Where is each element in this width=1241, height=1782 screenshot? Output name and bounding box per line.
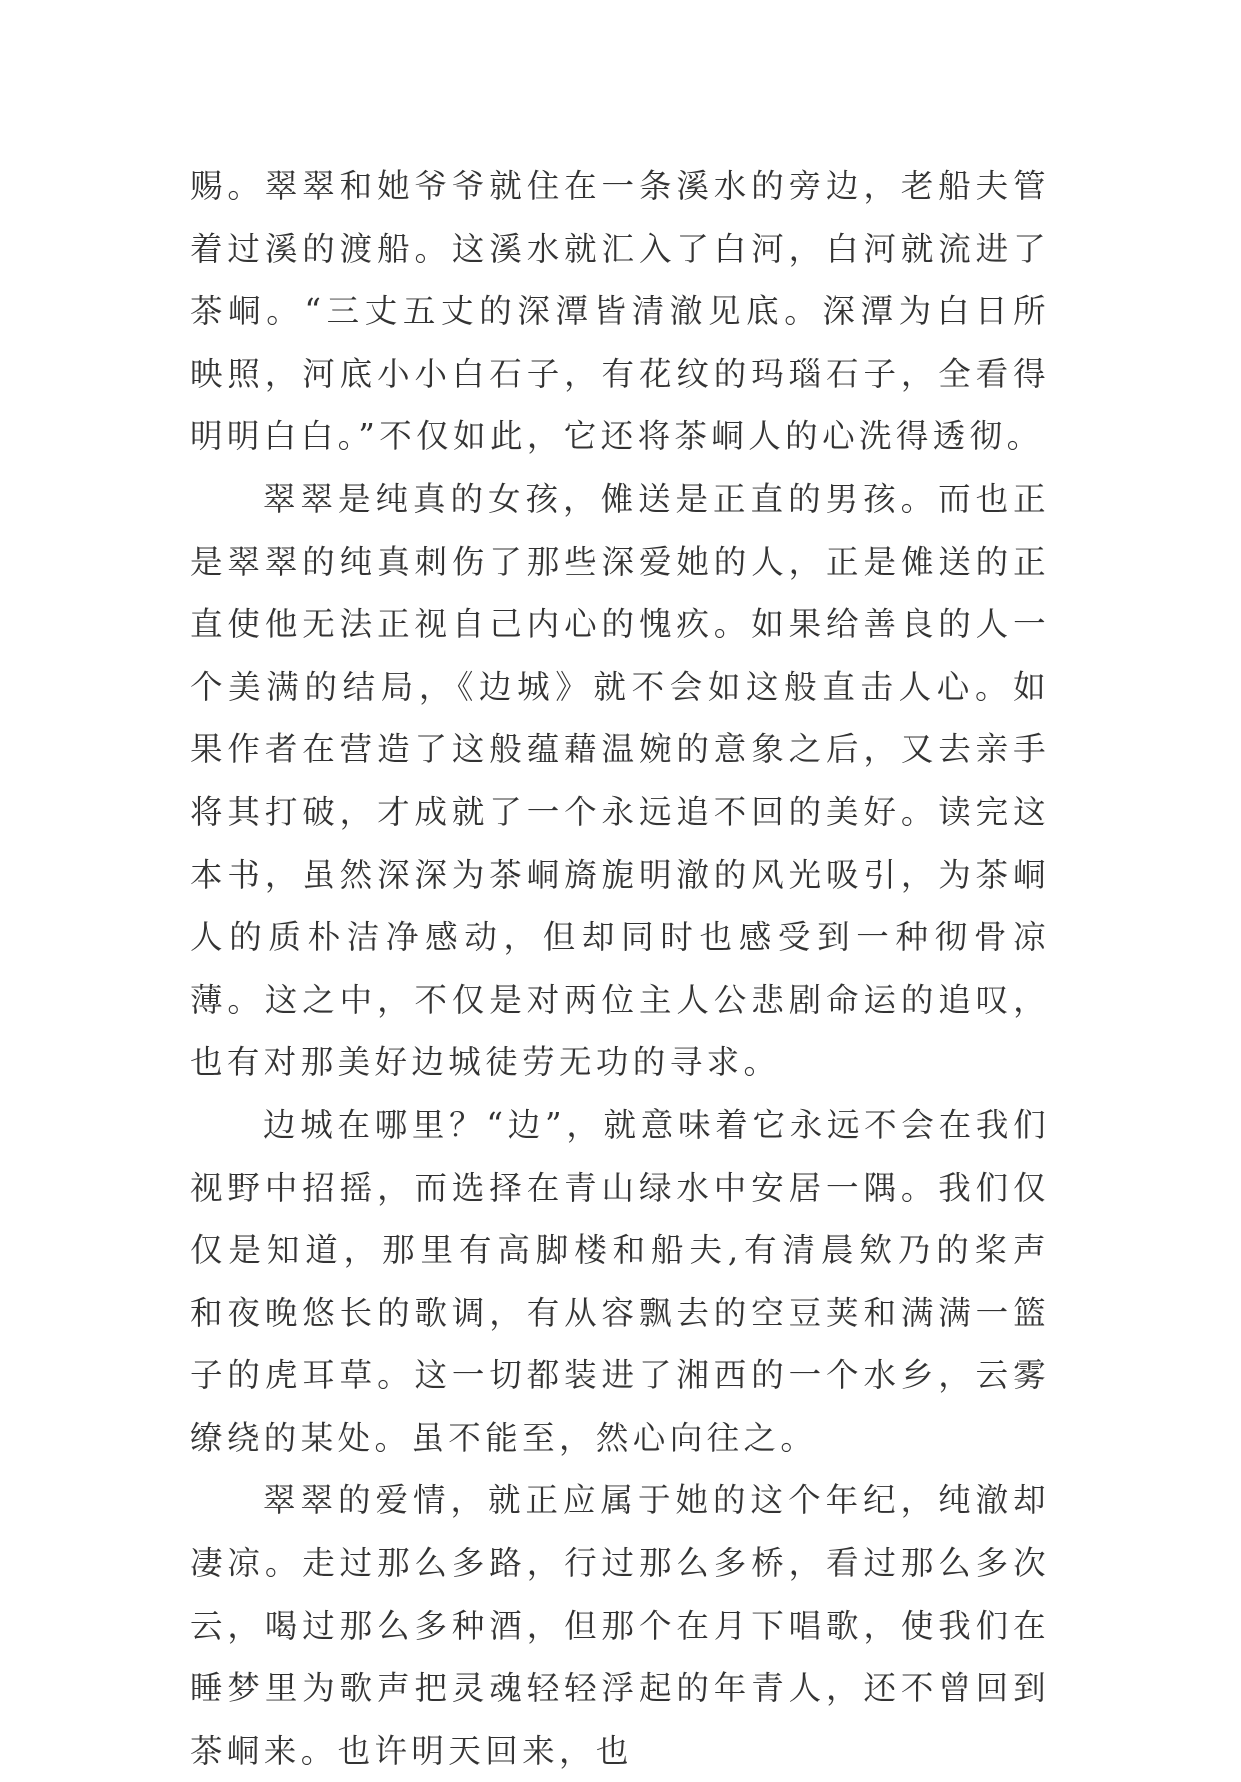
paragraph-2: 翠翠是纯真的女孩，傩送是正直的男孩。而也正是翠翠的纯真刺伤了那些深爱她的人，正是傩送的正直使他无法正视自己内心的愧疚。如果给善良的人一个美满的结局，《边城》就不会如这般直击人心。如果作者在营造了这般蕴藉温婉的意象之后，又去亲手将其打破，才成就了一个永远追不回的美好。读完这本书，虽然深深为茶峒旖旎明澈的风光吸引，为茶峒人的质朴洁净感动，但却同时也感受到一种彻骨凉薄。这之中，不仅是对两位主人公悲剧命运的追叹，也有对那美好边城徒劳无功的寻求。 [190, 479, 1050, 1082]
paragraph-3: 边城在哪里？“边”，就意味着它永远不会在我们视野中招摇，而选择在青山绿水中安居一隅。我们仅仅是知道，那里有高脚楼和船夫,有清晨欸乃的桨声和夜晚悠长的歌调，有从容飘去的空豆荚和满满一篮子的虎耳草。这一切都装进了湘西的一个水乡，云雾缭绕的某处。虽不能至，然心向往之。 [190, 1105, 1050, 1457]
paragraph-4: 翠翠的爱情，就正应属于她的这个年纪，纯澈却凄凉。走过那么多路，行过那么多桥，看过那么多次云，喝过那么多种酒，但那个在月下唱歌，使我们在睡梦里为歌声把灵魂轻轻浮起的年青人，还不曾回到茶峒来。也许明天回来，也 [190, 1481, 1050, 1770]
document-body [190, 155, 1050, 1782]
paragraph-1: 赐。翠翠和她爷爷就住在一条溪水的旁边，老船夫管着过溪的渡船。这溪水就汇入了白河，白河就流进了茶峒。“三丈五丈的深潭皆清澈见底。深潭为白日所映照，河底小小白石子，有花纹的玛瑙石子，全看得明明白白。”不仅如此，它还将茶峒人的心洗得透彻。 [190, 167, 1050, 456]
